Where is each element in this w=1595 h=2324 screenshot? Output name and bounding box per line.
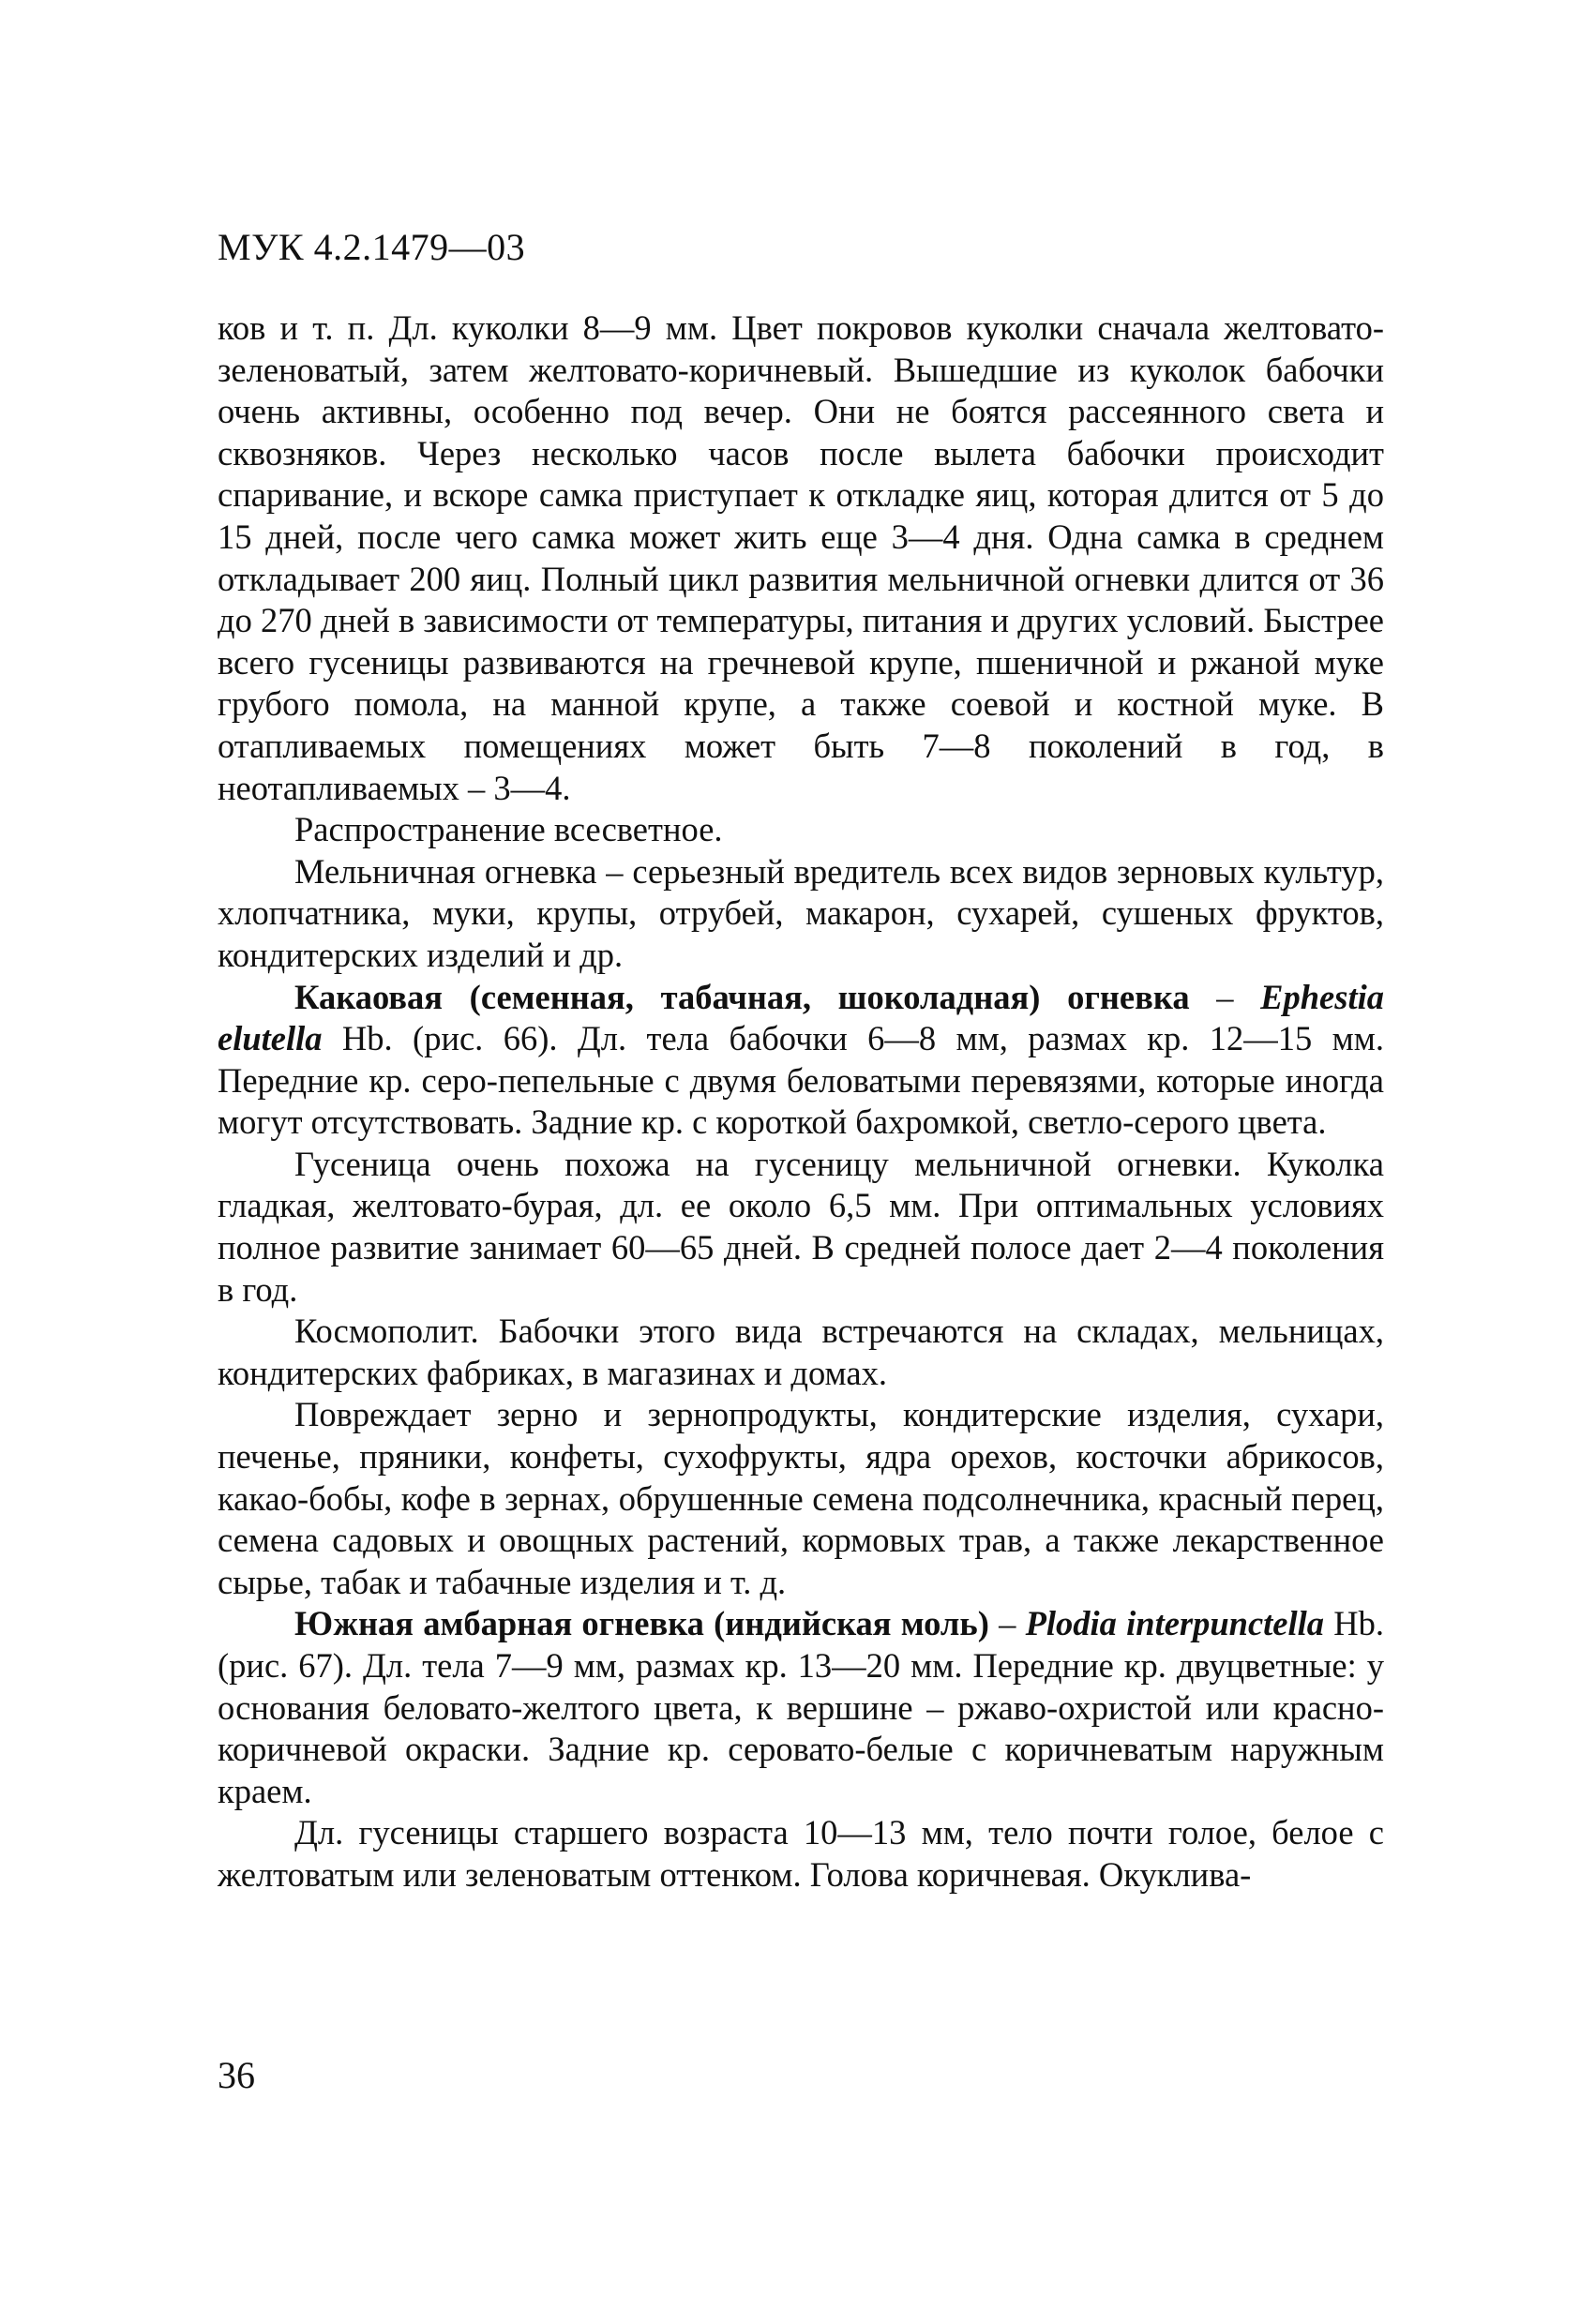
species-common-name: Какаовая (семенная, табачная, шоколадная) огневка	[294, 977, 1190, 1016]
text-run: Распространение всесветное.	[294, 810, 723, 849]
body-text	[218, 307, 1384, 1897]
paragraph	[218, 977, 1384, 1144]
text-run: Повреждает зерно и зернопродукты, кондитерские изделия, сухари, печенье, пряники, конфеты, сухофрукты, ядра орехов, косточки абрикосов, какао-бобы, кофе в зернах, обрушенные семена подсолнечника, красный перец, семена садовых и овощных растений, кормовых трав, а также лекарственное сырье, табак и табачные изделия и т. д.	[218, 1395, 1384, 1601]
paragraph	[218, 851, 1384, 977]
text-run: Мельничная огневка – серьезный вредитель всех видов зерновых культур, хлопчатника, муки, крупы, отрубей, макарон, сухарей, сушеных фруктов, кондитерских изделий и др.	[218, 851, 1384, 974]
species-latin-name	[1026, 1604, 1324, 1642]
latin-name-text: Ephestia elutella	[218, 977, 1384, 1058]
paragraph	[218, 1144, 1384, 1311]
species-common-name: Южная амбарная огневка (индийская моль)	[294, 1604, 989, 1643]
text-run: –	[988, 1604, 1026, 1643]
paragraph	[218, 307, 1384, 809]
paragraph	[218, 1311, 1384, 1394]
paragraph	[218, 1812, 1384, 1896]
paragraph	[218, 809, 1384, 851]
text-run: –	[1189, 977, 1261, 1016]
text-run: Гусеница очень похожа на гусеницу мельничной огневки. Куколка гладкая, желтовато-бурая, дл. ее около 6,5 мм. При оптимальных условиях полное развитие занимает 60—65 дней. В средней полосе дает 2—4 поколения в год.	[218, 1144, 1384, 1309]
document-code-header: МУК 4.2.1479—03	[218, 226, 526, 268]
page-number: 36	[218, 2054, 255, 2096]
text-run: Hb. (рис. 67). Дл. тела 7—9 мм, размах кр. 13—20 мм. Передние кр. двуцветные: у основания беловато-желтого цвета, к вершине – ржаво-охристой или красно-коричневой окраски. Задние кр. серовато-белые с коричневатым наружным краем.	[218, 1604, 1385, 1810]
text-run: Дл. гусеницы старшего возраста 10—13 мм, тело почти голое, белое с желтоватым или зеленоватым оттенком. Голова коричневая. Окуклива-	[218, 1813, 1384, 1894]
text-run: Hb. (рис. 66). Дл. тела бабочки 6—8 мм, размах кр. 12—15 мм. Передние кр. серо-пепельные с двумя беловатыми перевязями, которые иногда могут отсутствовать. Задние кр. с короткой бахромкой, светло-серого цвета.	[218, 1019, 1384, 1142]
latin-name-text: Plodia interpunctella	[1025, 1604, 1325, 1643]
text-run: Космополит. Бабочки этого вида встречаются на складах, мельницах, кондитерских фабриках, в магазинах и домах.	[218, 1312, 1384, 1392]
paragraph	[218, 1394, 1384, 1603]
paragraph	[218, 1603, 1384, 1812]
text-run: ков и т. п. Дл. куколки 8—9 мм. Цвет покровов куколки сначала желтовато-зеленоватый, затем желтовато-коричневый. Вышедшие из куколок бабочки очень активны, особенно под вечер. Они не боятся рассеянного света и сквозняков. Через несколько часов после вылета бабочки происходит спаривание, и вскоре самка приступает к откладке яиц, которая длится от 5 до 15 дней, после чего самка может жить еще 3—4 дня. Одна самка в среднем откладывает 200 яиц. Полный цикл развития мельничной огневки длится от 36 до 270 дней в зависимости от температуры, питания и других условий. Быстрее всего гусеницы развиваются на гречневой крупе, пшеничной и ржаной муке грубого помола, на манной крупе, а также соевой и костной муке. В отапливаемых помещениях может быть 7—8 поколений в год, в неотапливаемых – 3—4.	[218, 308, 1384, 807]
